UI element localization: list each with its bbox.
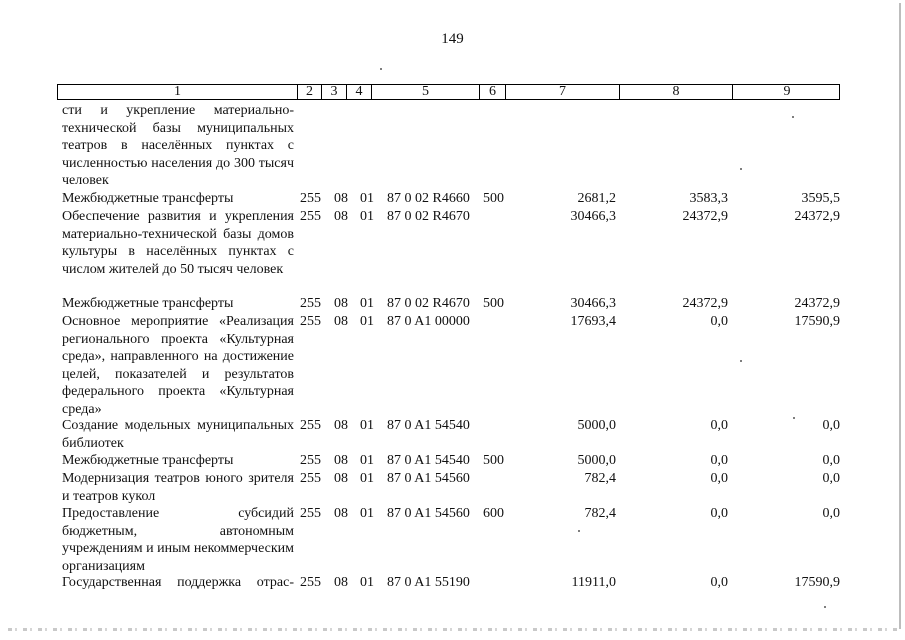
row-value-8: 24372,9	[682, 209, 728, 224]
header-col-2: 2	[298, 85, 322, 99]
row-code-2: 255	[300, 209, 321, 224]
row-code-2: 255	[300, 191, 321, 206]
row-code-2: 255	[300, 506, 321, 521]
row-code-4: 01	[360, 471, 374, 486]
row-name: Модернизация театров юного зрителя и театров кукол	[62, 471, 294, 504]
row-code-3: 08	[334, 453, 348, 468]
row-value-9: 17590,9	[794, 314, 840, 329]
row-code-5: 87 0 02 R4670	[387, 296, 470, 311]
row-value-8: 0,0	[710, 471, 728, 486]
scan-speck	[792, 116, 794, 118]
row-code-2: 255	[300, 453, 321, 468]
row-code-5: 87 0 02 R4670	[387, 209, 470, 224]
row-value-9: 0,0	[822, 506, 840, 521]
header-col-8: 8	[620, 85, 733, 99]
page-number: 149	[441, 31, 464, 47]
row-value-8: 0,0	[710, 575, 728, 590]
header-col-7: 7	[506, 85, 620, 99]
scan-speck	[824, 606, 826, 608]
row-value-8: 0,0	[710, 418, 728, 433]
row-code-2: 255	[300, 314, 321, 329]
row-code-3: 08	[334, 209, 348, 224]
row-code-3: 08	[334, 296, 348, 311]
row-value-8: 3583,3	[689, 191, 728, 206]
page-edge	[899, 3, 901, 629]
row-name: Предоставление субсидий бюджетным, автономным учреждениям и иным некоммерческим организациям	[62, 506, 294, 574]
row-code-4: 01	[360, 575, 374, 590]
row-value-7: 782,4	[584, 506, 616, 521]
row-value-9: 0,0	[822, 418, 840, 433]
row-code-6: 600	[483, 506, 504, 521]
row-code-3: 08	[334, 191, 348, 206]
header-col-4: 4	[347, 85, 372, 99]
row-value-7: 5000,0	[577, 453, 616, 468]
row-value-9: 0,0	[822, 453, 840, 468]
row-code-4: 01	[360, 296, 374, 311]
scan-speck	[740, 360, 742, 362]
row-code-3: 08	[334, 575, 348, 590]
row-name: Создание модельных муниципальных библиотек	[62, 418, 294, 451]
row-name: Основное мероприятие «Реализация регионального проекта «Культурная среда», направленного на достижение целей, показателей и результатов федерального проекта «Культурная среда»	[62, 314, 294, 417]
row-code-3: 08	[334, 314, 348, 329]
row-value-9: 24372,9	[794, 296, 840, 311]
row-value-9: 24372,9	[794, 209, 840, 224]
row-code-2: 255	[300, 418, 321, 433]
row-code-3: 08	[334, 471, 348, 486]
row-value-9: 0,0	[822, 471, 840, 486]
row-value-9: 3595,5	[801, 191, 840, 206]
row-code-5: 87 0 A1 54540	[387, 418, 470, 433]
row-code-2: 255	[300, 471, 321, 486]
row-name: сти и укрепление материально-технической базы муниципальных театров в населённых пунктах с численностью населения до 300 тысяч человек	[62, 103, 294, 188]
row-name: Межбюджетные трансферты	[62, 453, 234, 468]
row-code-6: 500	[483, 453, 504, 468]
row-code-2: 255	[300, 575, 321, 590]
row-code-2: 255	[300, 296, 321, 311]
row-value-9: 17590,9	[794, 575, 840, 590]
row-value-7: 30466,3	[570, 296, 616, 311]
scan-speck	[740, 168, 742, 170]
row-name: Государственная поддержка отрас-	[62, 575, 294, 590]
row-value-8: 0,0	[710, 506, 728, 521]
row-code-4: 01	[360, 314, 374, 329]
header-col-3: 3	[322, 85, 347, 99]
row-value-7: 5000,0	[577, 418, 616, 433]
row-code-5: 87 0 A1 54560	[387, 471, 470, 486]
scan-speck	[380, 68, 382, 70]
row-name: Межбюджетные трансферты	[62, 191, 234, 206]
row-code-4: 01	[360, 453, 374, 468]
scan-artifact	[8, 628, 897, 631]
scan-speck	[578, 530, 580, 532]
row-value-7: 782,4	[584, 471, 616, 486]
header-col-1: 1	[58, 85, 298, 99]
row-code-5: 87 0 A1 00000	[387, 314, 470, 329]
row-name: Обеспечение развития и укрепления материально-технической базы домов культуры в населённых пунктах с числом жителей до 50 тысяч человек	[62, 209, 294, 277]
row-value-8: 0,0	[710, 314, 728, 329]
row-value-7: 30466,3	[570, 209, 616, 224]
row-code-6: 500	[483, 296, 504, 311]
row-code-4: 01	[360, 209, 374, 224]
row-name: Межбюджетные трансферты	[62, 296, 234, 311]
row-code-3: 08	[334, 506, 348, 521]
row-code-5: 87 0 A1 55190	[387, 575, 470, 590]
table-header	[57, 84, 840, 100]
row-code-4: 01	[360, 418, 374, 433]
header-col-6: 6	[480, 85, 506, 99]
row-value-7: 11911,0	[571, 575, 616, 590]
row-value-7: 2681,2	[577, 191, 616, 206]
row-code-3: 08	[334, 418, 348, 433]
row-code-5: 87 0 A1 54560	[387, 506, 470, 521]
row-value-7: 17693,4	[570, 314, 616, 329]
row-code-4: 01	[360, 506, 374, 521]
row-code-4: 01	[360, 191, 374, 206]
header-col-5: 5	[372, 85, 480, 99]
row-code-5: 87 0 A1 54540	[387, 453, 470, 468]
scan-speck	[793, 417, 795, 419]
header-col-9: 9	[783, 84, 791, 99]
row-value-8: 24372,9	[682, 296, 728, 311]
row-code-6: 500	[483, 191, 504, 206]
row-code-5: 87 0 02 R4660	[387, 191, 470, 206]
row-value-8: 0,0	[710, 453, 728, 468]
